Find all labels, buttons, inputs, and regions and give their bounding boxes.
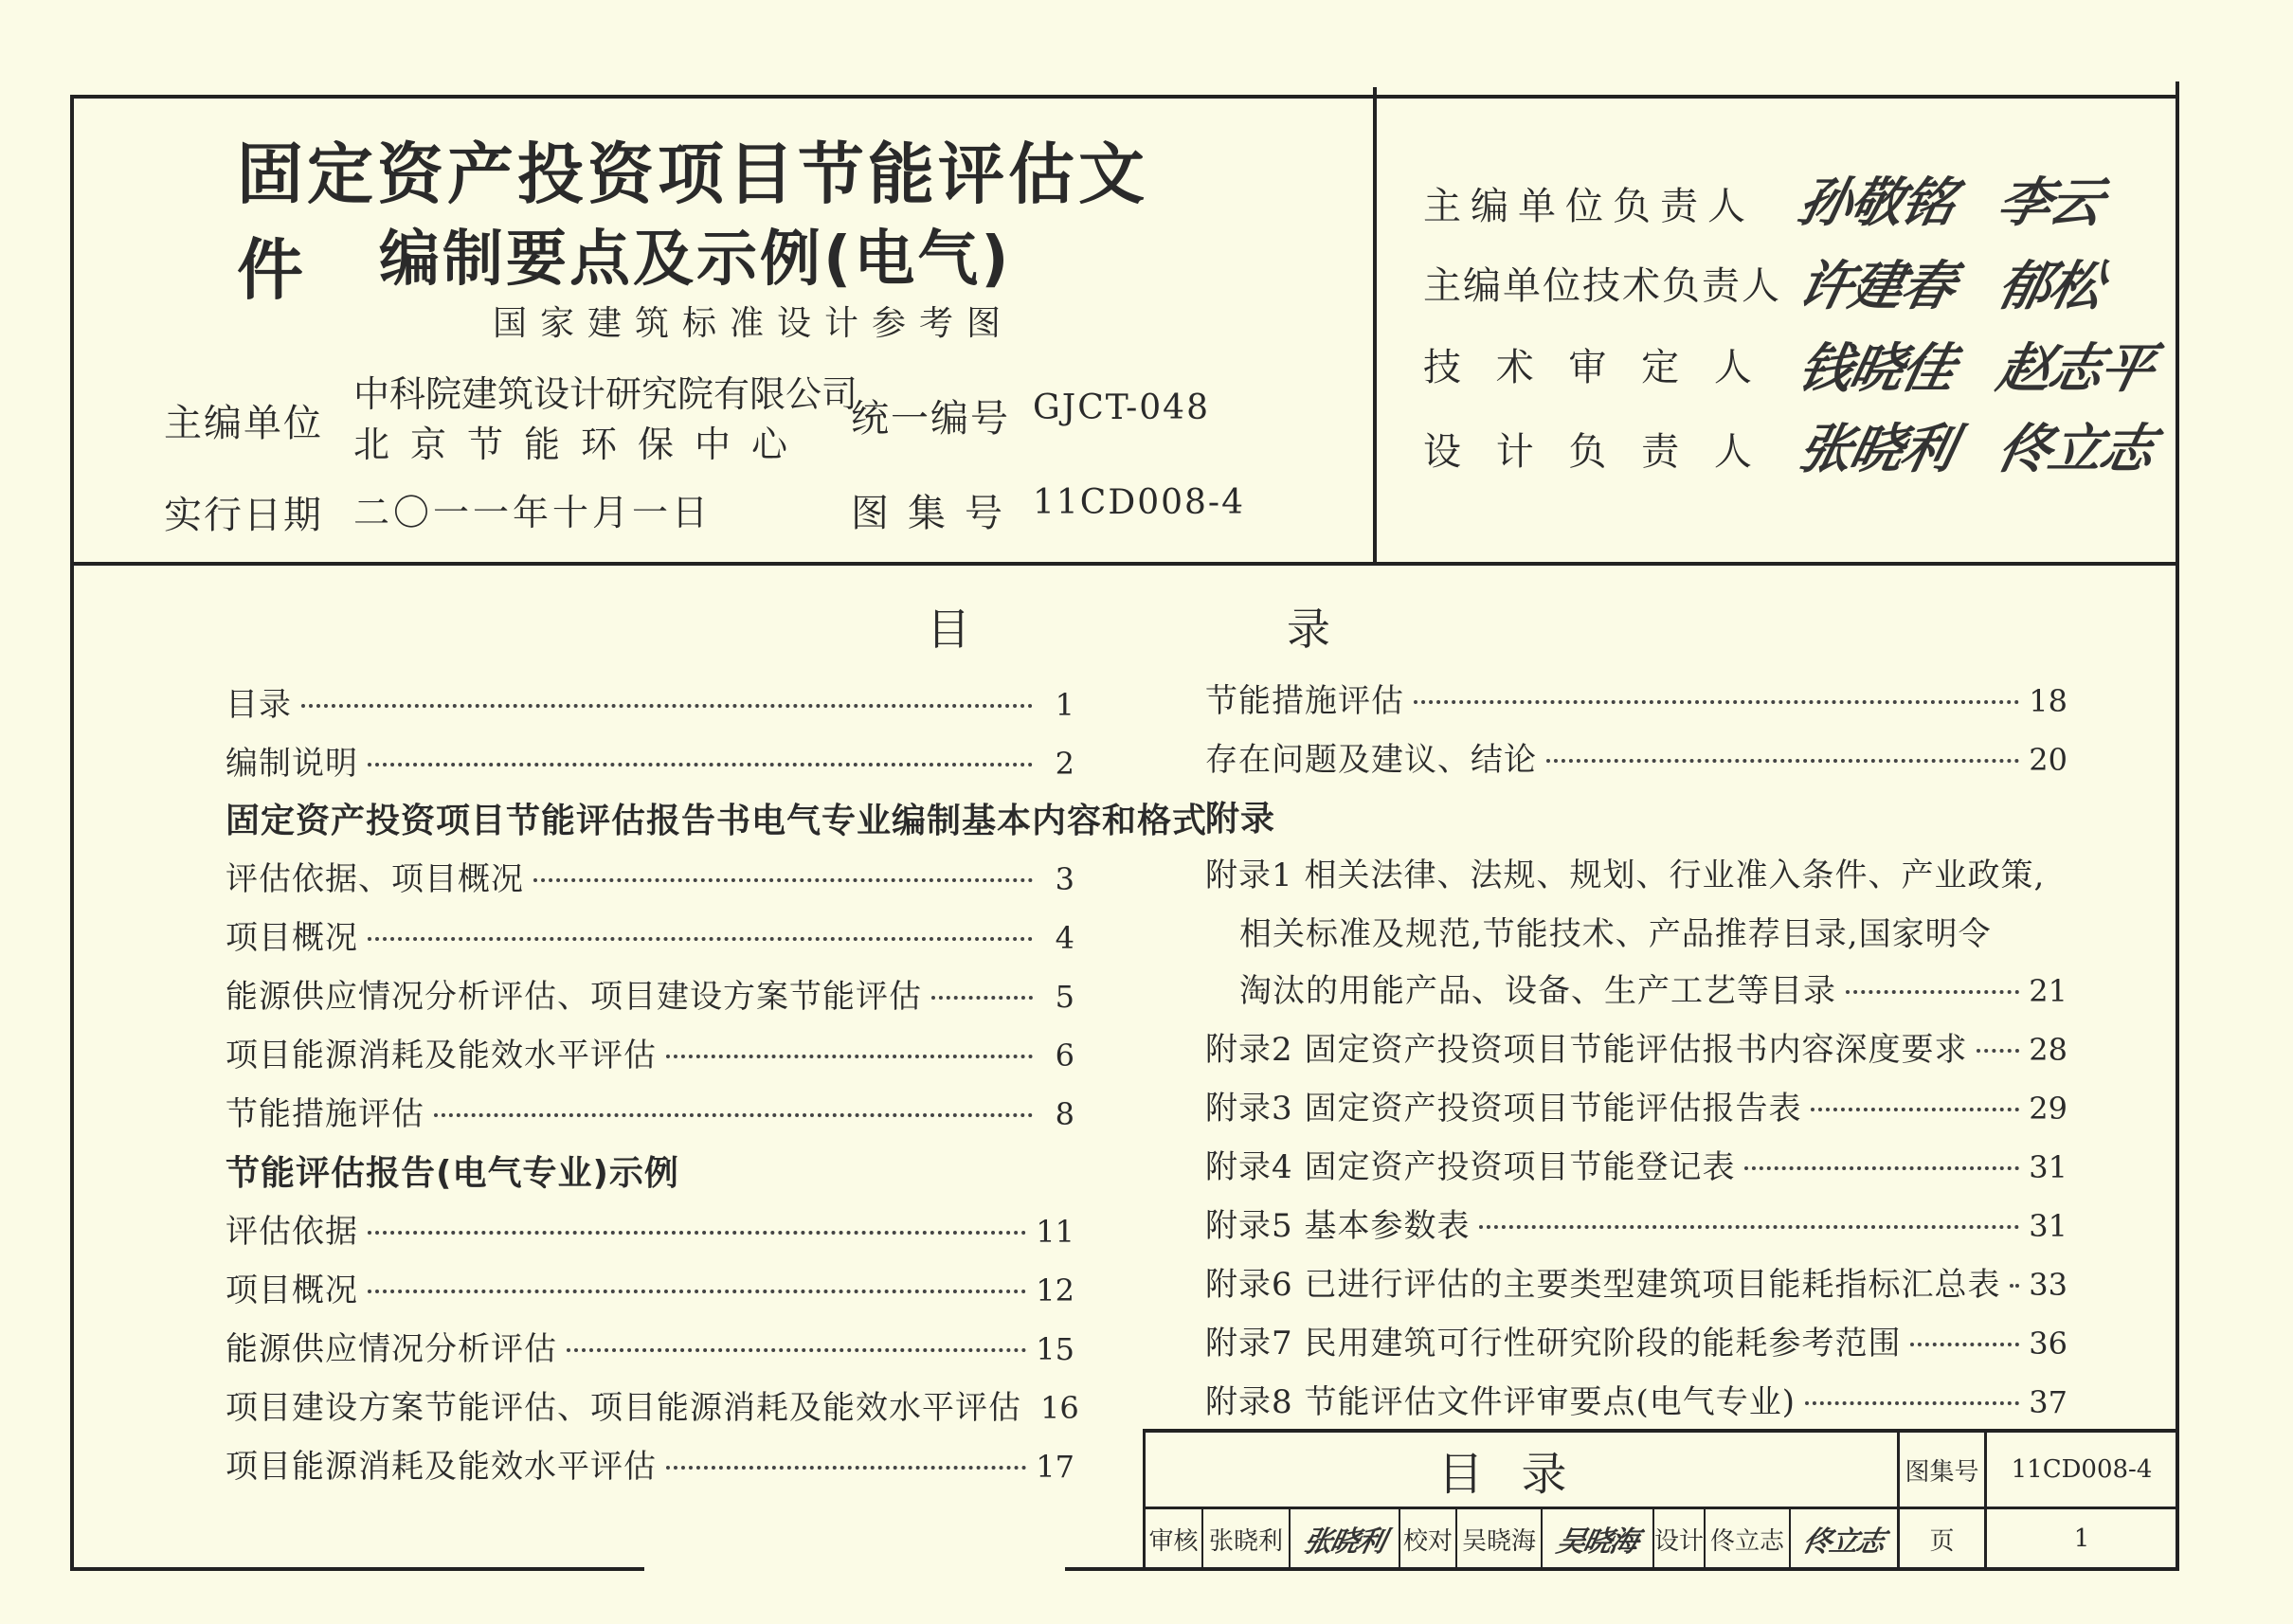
toc-entry-title: 附录7 民用建筑可行性研究阶段的能耗参考范围 [1205, 1325, 1902, 1362]
subtitle: 国家建筑标准设计参考图 [493, 304, 1015, 343]
toc-entry[interactable] [226, 1029, 1074, 1076]
dot-leader [368, 1231, 1026, 1235]
toc-entry-page: 4 [1055, 920, 1074, 956]
dot-leader [666, 1055, 1033, 1058]
toc-entry-continued[interactable]: 附录1 相关法律、法规、规划、行业准入条件、产业政策, [1205, 857, 2046, 894]
page-number: 1 [2073, 1525, 2090, 1553]
signature-1a: 孙敬铭 [1793, 171, 1960, 234]
toc-entry-page: 17 [1036, 1449, 1074, 1485]
toc-entry[interactable] [226, 853, 1074, 900]
toc-entry[interactable] [1205, 1258, 2067, 1306]
dot-leader [301, 704, 1033, 708]
title-line-2: 编制要点及示例(电气) [379, 225, 1012, 295]
frame-bottom-line-left [70, 1567, 644, 1571]
toc-entry-title: 附录4 固定资产投资项目节能登记表 [1205, 1148, 1736, 1186]
toc-section-heading: 节能评估报告(电气专业)示例 [226, 1154, 679, 1193]
frame-top-line [70, 95, 2179, 99]
unified-no-label: 统一编号 [851, 397, 1010, 441]
toc-entry[interactable] [1205, 675, 2067, 722]
toc-heading-right: 录 [1287, 604, 1330, 655]
toc-entry[interactable] [1205, 1376, 2067, 1423]
toc-entry-page: 8 [1055, 1096, 1074, 1132]
toc-entry[interactable] [226, 1264, 1074, 1311]
toc-entry-title: 附录6 已进行评估的主要类型建筑项目能耗指标汇总表 [1205, 1266, 2001, 1304]
toc-entry-page: 31 [2029, 1208, 2067, 1244]
effective-date: 二〇一一年十月一日 [353, 492, 713, 533]
toc-entry[interactable] [226, 1440, 1074, 1488]
toc-entry-title: 附录2 固定资产投资项目节能评估报书内容深度要求 [1205, 1031, 1968, 1069]
editor-unit-1: 中科院建筑设计研究院有限公司 [353, 373, 858, 415]
toc-entry[interactable] [1205, 1082, 2067, 1129]
check-signature: 吴晓海 [1553, 1525, 1640, 1559]
dot-leader [1846, 990, 2019, 994]
toc-entry[interactable] [226, 1088, 1074, 1135]
toc-entry-page: 3 [1055, 861, 1074, 897]
toc-entry-page: 36 [2029, 1326, 2067, 1362]
toc-entry-title: 目录 [226, 686, 292, 724]
toc-entry-title: 附录3 固定资产投资项目节能评估报告表 [1205, 1090, 1802, 1128]
review-signature: 张晓利 [1300, 1525, 1387, 1559]
frame-right-line [2176, 81, 2179, 1571]
toc-entry-title: 评估依据 [226, 1213, 358, 1251]
atlas-no-label: 图集号 [851, 492, 1021, 535]
toc-entry[interactable] [226, 1381, 1079, 1429]
toc-entry-page: 12 [1036, 1272, 1074, 1308]
header-bottom-line [70, 562, 2179, 566]
toc-entry[interactable] [226, 737, 1074, 785]
toc-heading-left: 目 [927, 604, 970, 655]
toc-entry-page: 20 [2029, 742, 2067, 778]
dot-leader [1414, 700, 2019, 704]
design-signature: 佟立志 [1799, 1525, 1887, 1559]
title-line-1: 固定资产投资项目节能评估文件 [237, 135, 1148, 309]
dot-leader [1805, 1401, 2019, 1405]
toc-entry-page: 1 [1055, 687, 1074, 723]
dot-leader [666, 1466, 1026, 1470]
dot-leader [1744, 1166, 2019, 1170]
toc-entry-title: 项目能源消耗及能效水平评估 [226, 1037, 657, 1074]
editor-unit-label: 主编单位 [164, 402, 323, 445]
signature-4a: 张晓利 [1793, 418, 1960, 480]
toc-entry-title: 编制说明 [226, 745, 358, 783]
toc-entry-page: 15 [1036, 1331, 1074, 1367]
dot-leader [1479, 1225, 2019, 1229]
toc-entry-continued[interactable]: 相关标准及规范,节能技术、产品推荐目录,国家明令 [1239, 915, 1992, 953]
toc-entry[interactable] [226, 1205, 1074, 1253]
dot-leader [1977, 1049, 2019, 1053]
toc-entry[interactable] [1239, 965, 2067, 1012]
signature-3a: 钱晓佳 [1793, 337, 1960, 400]
dot-leader [567, 1348, 1026, 1352]
signature-2a: 许建春 [1793, 255, 1960, 317]
review-label: 审核 [1148, 1526, 1199, 1556]
dot-leader [434, 1113, 1033, 1117]
toc-entry-page: 18 [2029, 683, 2067, 719]
check-name: 吴晓海 [1461, 1526, 1536, 1556]
toc-entry[interactable] [1205, 1200, 2067, 1247]
toc-entry-title: 能源供应情况分析评估、项目建设方案节能评估 [226, 978, 922, 1016]
toc-entry-page: 6 [1055, 1038, 1074, 1074]
toc-entry-page: 5 [1055, 979, 1074, 1015]
toc-entry-page: 16 [1040, 1390, 1079, 1426]
toc-entry-page: 29 [2029, 1091, 2067, 1127]
dot-leader [368, 1290, 1026, 1293]
dot-leader [533, 878, 1033, 882]
titleblock-name: 目录 [1437, 1447, 1605, 1501]
dot-leader [1811, 1108, 2019, 1111]
dot-leader [1546, 759, 2019, 763]
page-label: 页 [1929, 1526, 1955, 1556]
titleblock-atlas-label: 图集号 [1905, 1457, 1979, 1487]
sig-role-4: 设 计 负 责 人 [1423, 430, 1763, 474]
toc-entry[interactable] [226, 911, 1074, 959]
toc-entry-title: 淘汰的用能产品、设备、生产工艺等目录 [1239, 972, 1836, 1010]
toc-entry[interactable] [1205, 1141, 2067, 1188]
check-label: 校对 [1402, 1526, 1453, 1556]
toc-entry-title: 能源供应情况分析评估 [226, 1330, 557, 1368]
toc-section-heading: 固定资产投资项目节能评估报告书电气专业编制基本内容和格式 [226, 802, 1208, 840]
dot-leader [368, 937, 1033, 941]
signature-4b: 佟立志 [1992, 418, 2159, 480]
toc-entry-title: 项目能源消耗及能效水平评估 [226, 1448, 657, 1486]
toc-entry-title: 项目概况 [226, 919, 358, 957]
toc-entry[interactable] [226, 970, 1074, 1018]
toc-entry[interactable] [1205, 1023, 2067, 1071]
toc-entry-page: 33 [2029, 1267, 2067, 1303]
toc-entry[interactable] [1205, 1317, 2067, 1364]
toc-entry[interactable] [226, 678, 1074, 726]
toc-entry[interactable] [1205, 733, 2067, 781]
effective-date-label: 实行日期 [164, 494, 323, 537]
toc-entry-title: 附录8 节能评估文件评审要点(电气专业) [1205, 1383, 1796, 1421]
header-divider-line [1373, 87, 1377, 562]
dot-leader [368, 763, 1033, 767]
atlas-no: 11CD008-4 [1033, 483, 1245, 522]
toc-entry-title: 附录5 基本参数表 [1205, 1207, 1471, 1245]
titleblock-atlas-no: 11CD008-4 [2011, 1455, 2153, 1484]
toc-entry-page: 11 [1036, 1214, 1074, 1250]
frame-left-line [70, 95, 74, 1571]
design-label: 设计 [1654, 1526, 1705, 1556]
toc-entry-title: 节能措施评估 [226, 1095, 424, 1133]
dot-leader [931, 996, 1033, 1000]
toc-entry-page: 21 [2029, 973, 2067, 1009]
signature-2b: 郁松 [1992, 255, 2108, 317]
toc-entry-title: 项目概况 [226, 1272, 358, 1309]
toc-entry-page: 31 [2029, 1149, 2067, 1185]
sig-role-2: 主编单位技术负责人 [1423, 264, 1781, 308]
toc-entry-title: 存在问题及建议、结论 [1205, 741, 1537, 779]
sig-role-1: 主编单位负责人 [1423, 185, 1755, 228]
toc-entry-page: 37 [2029, 1384, 2067, 1420]
toc-entry-title: 项目建设方案节能评估、项目能源消耗及能效水平评估 [226, 1389, 1021, 1427]
design-name: 佟立志 [1709, 1526, 1784, 1556]
toc-entry-title: 评估依据、项目概况 [226, 860, 524, 898]
review-name: 张晓利 [1208, 1526, 1283, 1556]
sig-role-3: 技 术 审 定 人 [1423, 346, 1763, 389]
toc-entry-title: 节能措施评估 [1205, 682, 1404, 720]
toc-section-heading: 附录 [1205, 800, 1276, 839]
dot-leader [2010, 1284, 2019, 1288]
toc-entry-page: 2 [1055, 746, 1074, 782]
signature-1b: 李云 [1992, 171, 2108, 234]
unified-no: GJCT-048 [1033, 388, 1210, 427]
editor-unit-2: 北京节能环保中心 [353, 424, 809, 465]
signature-3b: 赵志平 [1992, 337, 2159, 400]
dot-leader [1910, 1343, 2019, 1346]
toc-entry-page: 28 [2029, 1032, 2067, 1068]
toc-entry[interactable] [226, 1323, 1074, 1370]
